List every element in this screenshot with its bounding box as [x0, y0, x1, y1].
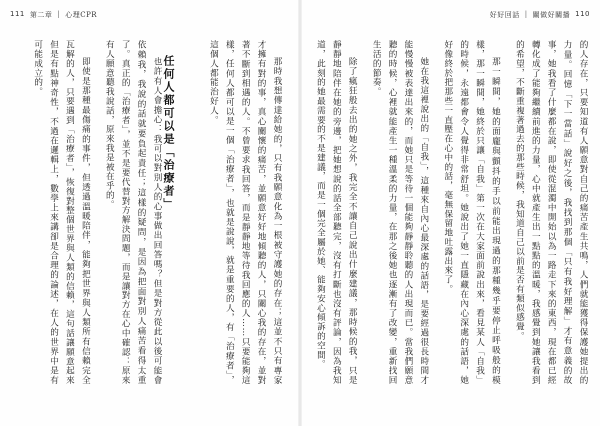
left-page-number: 111 [10, 10, 25, 18]
chapter-label: 第二章 [29, 11, 53, 19]
right-page [300, 0, 600, 426]
right-running-head [490, 10, 590, 20]
left-paragraph-2: 也許有人會擔心：我可以對別人的心事做出回答嗎？但是對方從此以後可能會依賴我，我說的話就要負起責任；這樣的疑問，是因為把面對別人痛苦看得太重了。真正的「治療者」，並不是要代替對方解決問題，而是讓對方在心中確認：原來有人願意聽我說話，原來我是被在乎的。 [104, 40, 162, 385]
right-paragraph-2: 那一瞬間，她的面龐與顫抖的手以前能出現過的那種幾乎要停止呼吸般的模樣，那一瞬間，她終於只讓「自我」第一次在大家面前說出來，看見某人「自我」的時候，永遠都會令人覺得非常舒坦。她說出了她一直隱藏在內心深處的話語，她好像終於把那些一直壓在心中的話，毫無保留地吐露出來了。 [442, 40, 501, 385]
left-running-head [10, 10, 97, 20]
right-book-title: 好好回話 [489, 11, 520, 19]
running-head-separator: | [57, 10, 61, 18]
left-book-title: 心理CPR [65, 11, 98, 19]
right-section-title: 關做好關播 [532, 11, 571, 19]
right-paragraph-1: 的人存在，只要知道有人願意對自己的痛苦產生共鳴，人們就能獲得保護她提出的力量。回憶「下一當話」說好之後，我找到那個「只有我好理解」才有意義的故事，她我看了什麼都在說，即使從混濁中開始以為一路走下來的東西，現在都已經轉化成了能夠繼續前進的力量，心中就產生出一點點的溫暖，我感覺到她讓我看到的希望，不斷重複著過去的那些時候，我知道自己以前是否有類似感覺。 [514, 40, 588, 385]
running-head-separator: | [524, 10, 528, 18]
left-body-text-continued [14, 40, 164, 385]
right-paragraph-3: 她在我這裡說出的「自我」，這種來自內心最深處的話語，是要經過很長時間才能慢慢被表達出來的，而她只是等待一個能夠靜靜聆聽的人出現而已。當我們願意聽的時候，心裡就能產生一種溫柔的力量，在那之後她也逐漸有了改變，重新找回生活的節奏。 [371, 40, 429, 385]
left-paragraph-3: 即使是那種最傷痛的事件，但透過溫暖陪伴，能夠把世界與人類所有信賴完全瓦解的人，只要遇到「治療者」，恢復對整個世界與人類的信賴，這句話讓願意起來但是有點神奇性，不過在邏輯上，數學上來講卻是合理的論述，在人的世界中是有可能成立的。 [32, 40, 91, 385]
section-subheading: 任何人都可以是「治療者」 [162, 55, 175, 211]
right-body-text [315, 40, 590, 385]
right-page-number: 110 [575, 10, 590, 18]
left-paragraph-1: 那時我想傳達給她的，只有我願意化為一根被守護她的存在；這並不只有專家才擁有對的事，真心關懷的痛苦，並願意好好地傾聽的人，只關心我的存在，並對著不斷到相遇的人。不曾要求我回答，而是靜靜地等待我回應的人……只要能夠這樣，任何人都可以是一個「治療者」，也就是說說，就是重要的人，有「治療者」，這個人都能治好人。 [208, 40, 282, 385]
right-paragraph-4: 除了瘋狂般去出的她之外，我完全不讓自己說出什麼建議，那時候的我，只是靜靜地陪伴在她的旁邊，把她想說的話全部聽完，沒有打斷也沒有評論，因為我知道，此刻的她最需要的不是建議，而是一個完全屬於她、能夠安心傾訴的空間。 [315, 40, 358, 385]
